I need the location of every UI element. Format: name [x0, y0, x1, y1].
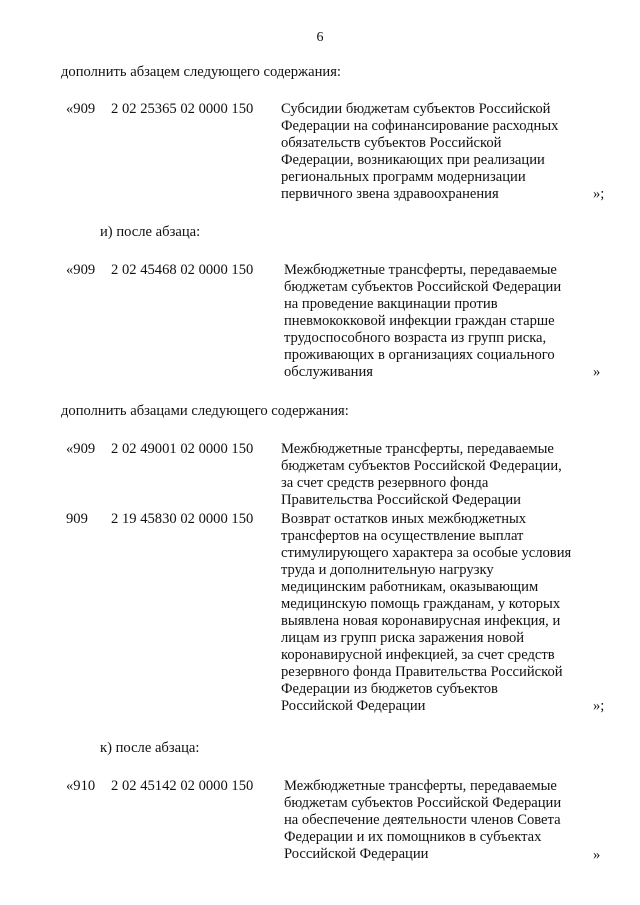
entry-2-line: на проведение вакцинации против — [284, 296, 498, 312]
entry-4-line: коронавирусной инфекцией, за счет средств — [281, 647, 555, 663]
entry-4-line: Российской Федерации — [281, 698, 426, 714]
entry-4-line: трансфертов на осуществление выплат — [281, 528, 524, 544]
entry-2-admin-code: «909 — [66, 262, 96, 278]
entry-4-line: труда и дополнительную нагрузку — [281, 562, 494, 578]
entry-2-description — [284, 262, 584, 381]
entry-4-line: резервного фонда Правительства Российской — [281, 664, 563, 680]
entry-4-line: лицам из групп риска заражения новой — [281, 630, 525, 646]
entry-3-admin-code: «909 — [66, 441, 96, 457]
entry-2-line: обслуживания — [284, 364, 373, 380]
entry-4-line: Федерации из бюджетов субъектов — [281, 681, 498, 697]
entry-5-line: на обеспечение деятельности членов Совета — [284, 812, 561, 828]
entry-5-line: бюджетам субъектов Российской Федерации — [284, 795, 562, 811]
entry-1-closing-quote: »; — [593, 186, 605, 202]
entry-1-line: региональных программ модернизации — [281, 169, 526, 185]
entry-4-line: медицинским работникам, оказывающим — [281, 579, 539, 595]
heading-i: и) после абзаца: — [100, 224, 201, 240]
entry-2-line: трудоспособного возраста из групп риска, — [284, 330, 547, 346]
entry-2-line: бюджетам субъектов Российской Федерации — [284, 279, 562, 295]
entry-5-description — [284, 778, 584, 863]
page-number: 6 — [316, 30, 324, 45]
entry-2-budget-code: 2 02 45468 02 0000 150 — [111, 262, 254, 278]
entry-5-line: Федерации и их помощников в субъектах — [284, 829, 542, 845]
heading-k: к) после абзаца: — [100, 740, 200, 756]
entry-4-budget-code: 2 19 45830 02 0000 150 — [111, 511, 254, 527]
entry-4-admin-code: 909 — [66, 511, 88, 527]
entry-4-description — [281, 511, 581, 715]
entry-1-line: Федерации на софинансирование расходных — [281, 118, 559, 134]
entry-1-line: первичного звена здравоохранения — [281, 186, 499, 202]
entry-5-budget-code: 2 02 45142 02 0000 150 — [111, 778, 254, 794]
entry-3-line: за счет средств резервного фонда — [281, 475, 489, 491]
intro-paragraph-1: дополнить абзацем следующего содержания: — [61, 64, 341, 80]
entry-2-line: проживающих в организациях социального — [284, 347, 555, 363]
entry-4-line: стимулирующего характера за особые условия — [281, 545, 572, 561]
entry-2-line: пневмококковой инфекции граждан старше — [284, 313, 555, 329]
intro-paragraph-2: дополнить абзацами следующего содержания: — [61, 403, 349, 419]
entry-1-line: обязательств субъектов Российской — [281, 135, 502, 151]
entry-3-line: Правительства Российской Федерации — [281, 492, 521, 508]
entry-3-description — [281, 441, 581, 509]
entry-5-closing-quote: » — [593, 847, 601, 863]
entry-3-budget-code: 2 02 49001 02 0000 150 — [111, 441, 254, 457]
entry-4-line: медицинскую помощь гражданам, у которых — [281, 596, 561, 612]
entry-5-admin-code: «910 — [66, 778, 96, 794]
entry-2-line: Межбюджетные трансферты, передаваемые — [284, 262, 557, 278]
entry-2-closing-quote: » — [593, 364, 601, 380]
entry-5-line: Российской Федерации — [284, 846, 429, 862]
entry-4-closing-quote: »; — [593, 698, 605, 714]
entry-4-line: Возврат остатков иных межбюджетных — [281, 511, 527, 527]
entry-5-line: Межбюджетные трансферты, передаваемые — [284, 778, 557, 794]
entry-3-line: Межбюджетные трансферты, передаваемые — [281, 441, 554, 457]
entry-4-line: выявлена новая коронавирусная инфекция, и — [281, 613, 561, 629]
entry-1-line: Субсидии бюджетам субъектов Российской — [281, 101, 551, 117]
entry-1-budget-code: 2 02 25365 02 0000 150 — [111, 101, 254, 117]
entry-1-line: Федерации, возникающих при реализации — [281, 152, 545, 168]
entry-3-line: бюджетам субъектов Российской Федерации, — [281, 458, 562, 474]
entry-1-admin-code: «909 — [66, 101, 96, 117]
entry-1-description — [281, 101, 581, 203]
